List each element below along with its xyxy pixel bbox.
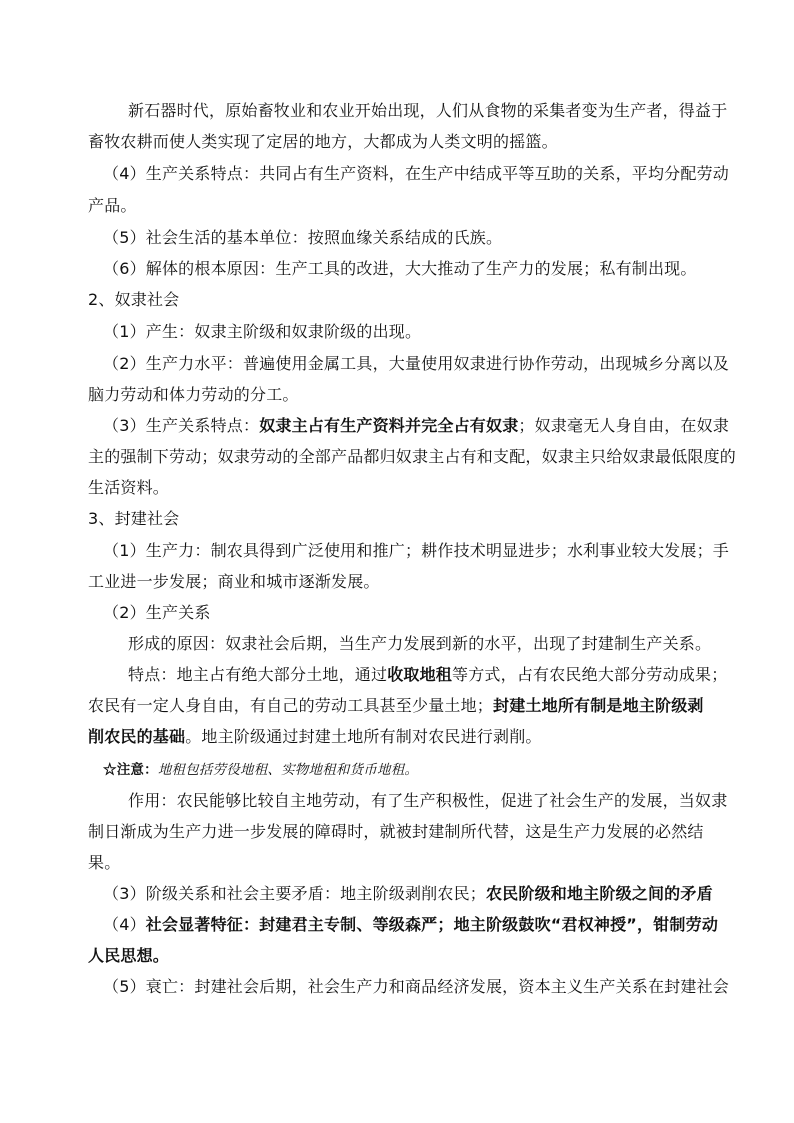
- list-item-line: （4）生产关系特点：共同占有生产资料，在生产中结成平等互助的关系，平均分配劳动: [103, 164, 729, 183]
- paragraph-line: 人民思想。: [88, 946, 170, 965]
- note-line: [103, 760, 418, 780]
- line-text: 特点：地主占有绝大部分土地，通过: [128, 665, 388, 684]
- paragraph-line: 主的强制下劳动；奴隶劳动的全部产品都归奴隶主占有和支配，奴隶主只给奴隶最低限度的: [88, 447, 737, 466]
- emphasis-text: 收取地租: [387, 665, 453, 684]
- line-text: （4）: [103, 915, 146, 934]
- paragraph-line: 作用：农民能够比较自主地劳动，有了生产积极性，促进了社会生产的发展，当奴隶: [128, 791, 728, 810]
- paragraph-line: 脑力劳动和体力劳动的分工。: [88, 385, 299, 404]
- paragraph-line: 产品。: [88, 196, 137, 215]
- list-item-line: （1）生产力：制农具得到广泛使用和推广；耕作技术明显进步；水利事业较大发展；手: [103, 541, 729, 560]
- emphasis-text: 农民阶级和地主阶级之间的矛盾: [485, 884, 713, 903]
- emphasis-text: 削农民的基础: [88, 727, 186, 746]
- list-item-line: （5）社会生活的基本单位：按照血缘关系结成的氏族。: [103, 228, 503, 247]
- line-text: 农民有一定人身自由，有自己的劳动工具甚至少量土地；: [88, 696, 494, 715]
- list-item-line: （6）解体的根本原因：生产工具的改进，大大推动了生产力的发展；私有制出现。: [103, 259, 697, 278]
- list-item-line: [103, 884, 713, 904]
- paragraph-line: 制日渐成为生产力进一步发展的障碍时，就被封建制所代替，这是生产力发展的必然结: [88, 822, 704, 841]
- paragraph-line: [88, 727, 542, 747]
- paragraph-line: 果。: [88, 853, 121, 872]
- line-text: （3）阶级关系和社会主要矛盾：地主阶级剥削农民；: [103, 884, 486, 903]
- list-item-line: （5）衰亡：封建社会后期，社会生产力和商品经济发展，资本主义生产关系在封建社会: [103, 977, 729, 996]
- paragraph-line: [88, 696, 704, 716]
- line-text: 等方式，占有农民绝大部分劳动成果；: [452, 665, 728, 684]
- paragraph-line: 形成的原因：奴隶社会后期，当生产力发展到新的水平，出现了封建制生产关系。: [128, 634, 712, 653]
- paragraph-line: 工业进一步发展；商业和城市逐渐发展。: [88, 572, 380, 591]
- note-text: 地租包括劳役地租、实物地租和货币地租。: [157, 762, 419, 778]
- paragraph-line: 生活资料。: [88, 478, 170, 497]
- list-item-line: （1）产生：奴隶主阶级和奴隶阶级的出现。: [103, 322, 422, 341]
- section-heading: 3、封建社会: [88, 509, 180, 528]
- line-text: ；奴隶毫无人身自由，在奴隶: [518, 416, 729, 435]
- list-item-line: （2）生产力水平：普遍使用金属工具，大量使用奴隶进行协作劳动，出现城乡分离以及: [103, 354, 729, 373]
- paragraph-line: 畜牧农耕而使人类实现了定居的地方，大都成为人类文明的摇篮。: [88, 132, 558, 151]
- paragraph-line: [128, 665, 727, 685]
- line-text: 。地主阶级通过封建土地所有制对农民进行剥削。: [185, 727, 542, 746]
- list-item-line: [103, 416, 729, 436]
- note-label: ☆注意：: [103, 762, 158, 778]
- emphasis-text: 奴隶主占有生产资料并完全占有奴隶: [259, 416, 519, 435]
- list-item-line: [103, 915, 718, 935]
- list-item-line: （2）生产关系: [103, 603, 211, 622]
- line-text: （3）生产关系特点：: [103, 416, 260, 435]
- section-heading: 2、奴隶社会: [88, 290, 180, 309]
- emphasis-text: 社会显著特征：封建君主专制、等级森严；地主阶级鼓吹“君权神授”，钳制劳动: [145, 915, 719, 934]
- emphasis-text: 封建土地所有制是地主阶级剥: [493, 696, 704, 715]
- paragraph-line: 新石器时代，原始畜牧业和农业开始出现，人们从食物的采集者变为生产者，得益于: [128, 101, 728, 120]
